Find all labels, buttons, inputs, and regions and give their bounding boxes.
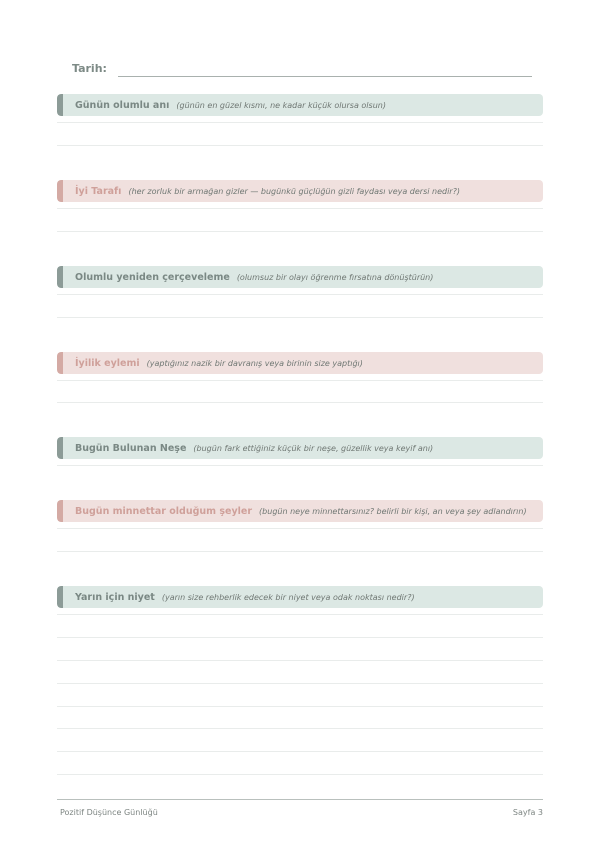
section-accent-bar [57, 266, 63, 288]
writing-line[interactable] [57, 660, 543, 661]
section-title: Bugün minnettar olduğum şeyler [75, 505, 253, 517]
section-hint: (yarın size rehberlik edecek bir niyet veya odak noktası nedir?) [161, 592, 415, 602]
date-input-line[interactable] [118, 76, 532, 77]
section-hint: (her zorluk bir armağan gizler — bugünkü güçlüğün gizli faydası veya dersi nedir?) [128, 186, 460, 196]
section-hint: (olumsuz bir olayı öğrenme fırsatına dönüştürün) [236, 272, 434, 282]
writing-line[interactable] [57, 683, 543, 684]
section-title: Günün olumlu anı [75, 99, 170, 111]
writing-line[interactable] [57, 637, 543, 638]
writing-line[interactable] [57, 122, 543, 123]
footer-page-number: Sayfa 3 [512, 808, 543, 817]
footer-divider [57, 799, 543, 800]
section-hint: (günün en güzel kısmı, ne kadar küçük olursa olsun) [176, 100, 386, 110]
writing-line[interactable] [57, 380, 543, 381]
section-joy-found-today [57, 437, 543, 459]
writing-line[interactable] [57, 294, 543, 295]
section-grateful-things [57, 500, 543, 522]
writing-line[interactable] [57, 751, 543, 752]
section-intention-for-tomorrow [57, 586, 543, 608]
writing-line[interactable] [57, 528, 543, 529]
section-hint: (yaptığınız nazik bir davranış veya birinin size yaptığı) [146, 358, 363, 368]
section-act-of-kindness [57, 352, 543, 374]
section-accent-bar [57, 94, 63, 116]
section-accent-bar [57, 586, 63, 608]
footer-journal-title: Pozitif Düşünce Günlüğü [60, 808, 158, 817]
writing-line[interactable] [57, 402, 543, 403]
section-hint: (bugün fark ettiğiniz küçük bir neşe, güzellik veya keyif anı) [193, 443, 434, 453]
section-hint: (bugün neye minnettarsınız? belirli bir kişi, an veya şey adlandırın) [259, 506, 527, 516]
writing-line[interactable] [57, 706, 543, 707]
date-row [72, 62, 532, 80]
section-title: İyilik eylemi [75, 357, 140, 369]
writing-line[interactable] [57, 145, 543, 146]
writing-line[interactable] [57, 208, 543, 209]
section-positive-reframing [57, 266, 543, 288]
writing-line[interactable] [57, 465, 543, 466]
section-title: Bugün Bulunan Neşe [75, 442, 187, 454]
section-positive-moment [57, 94, 543, 116]
writing-line[interactable] [57, 614, 543, 615]
section-accent-bar [57, 352, 63, 374]
writing-line[interactable] [57, 551, 543, 552]
section-title: Yarın için niyet [75, 591, 155, 603]
date-label: Tarih: [72, 62, 107, 75]
section-accent-bar [57, 437, 63, 459]
writing-line[interactable] [57, 317, 543, 318]
section-accent-bar [57, 500, 63, 522]
section-bright-side [57, 180, 543, 202]
section-title: İyi Tarafı [75, 185, 122, 197]
writing-line[interactable] [57, 231, 543, 232]
writing-line[interactable] [57, 728, 543, 729]
writing-line[interactable] [57, 774, 543, 775]
section-accent-bar [57, 180, 63, 202]
section-title: Olumlu yeniden çerçeveleme [75, 271, 230, 283]
